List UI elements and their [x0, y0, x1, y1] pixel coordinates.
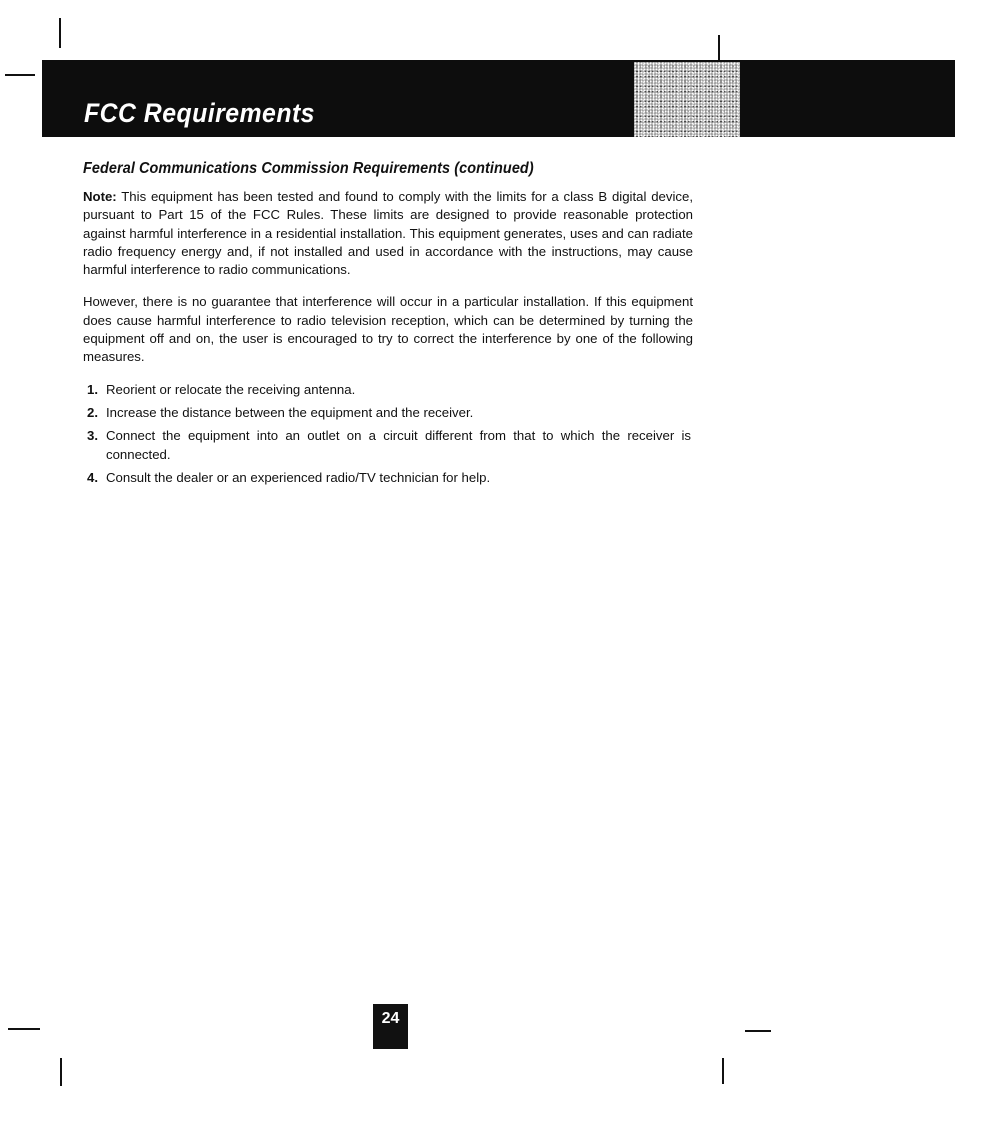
crop-mark-bottom-left — [60, 1058, 62, 1086]
note-text: This equipment has been tested and found to comply with the limits for a class B digital device, pursuant to Part 15 of the FCC Rules. These limits are designed to provide reasonable protection against harmful interference in a residential installation. This equipment generates, uses and can radiate radio frequency energy and, if not installed and used in accordance with the instructions, may cause harmful interference to radio communications. — [83, 189, 693, 278]
main-content — [83, 160, 693, 492]
list-item — [83, 381, 693, 399]
list-item-number: 4. — [87, 469, 98, 485]
list-item — [83, 469, 693, 487]
list-item-text: Reorient or relocate the receiving antenna. — [106, 381, 356, 397]
note-paragraph — [83, 188, 693, 279]
measures-list — [83, 381, 693, 487]
header-texture-graphic — [634, 62, 740, 137]
crop-mark-bottom-right-horizontal — [745, 1030, 771, 1032]
list-item-text: Connect the equipment into an outlet on a circuit different from that to which the receiver is connected. — [106, 428, 691, 462]
list-item-number: 1. — [87, 381, 98, 397]
list-item-text: Consult the dealer or an experienced radio/TV technician for help. — [106, 469, 491, 485]
crop-mark-top-right — [718, 35, 720, 63]
page-number: 24 — [373, 1004, 408, 1049]
list-item — [83, 427, 693, 464]
list-item-text: Increase the distance between the equipment and the receiver. — [106, 404, 474, 420]
crop-mark-top-left — [59, 18, 61, 48]
crop-mark-bottom-right — [722, 1058, 724, 1084]
section-heading: Federal Communications Commission Requirements (continued) — [83, 160, 534, 177]
however-paragraph: However, there is no guarantee that interference will occur in a particular installation. If this equipment does cause harmful interference to radio television reception, which can be determined by turning the equipment off and on, the user is encouraged to try to correct the interference by one of the following measures. — [83, 294, 693, 365]
list-item-number: 2. — [87, 404, 98, 420]
crop-mark-top-left-horizontal — [5, 74, 35, 76]
page-title: FCC Requirements — [84, 98, 315, 128]
crop-mark-bottom-left-horizontal — [8, 1028, 40, 1030]
note-label: Note: — [83, 189, 117, 204]
list-item — [83, 404, 693, 422]
header-band — [42, 60, 955, 137]
list-item-number: 3. — [87, 428, 98, 444]
